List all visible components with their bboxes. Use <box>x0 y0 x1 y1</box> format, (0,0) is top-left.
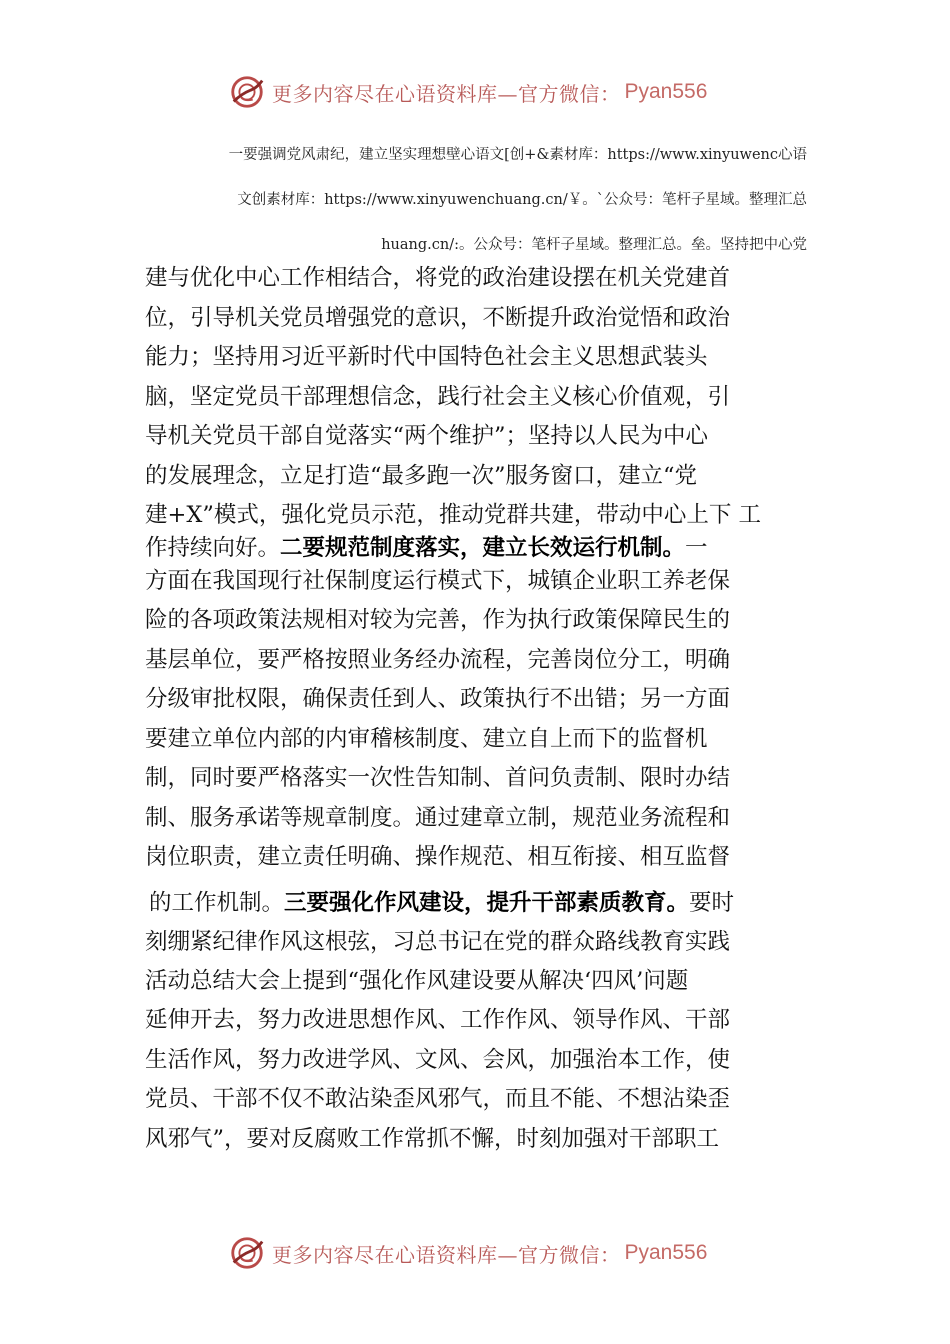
mixed-normal-text: 作持续向好。 <box>145 535 281 561</box>
body-line: 活动总结大会上提到“强化作风建设要从解决‘四风’问题 <box>145 968 689 994</box>
body-line: 分级审批权限，确保责任到人、政策执行不出错；另一方面 <box>145 686 731 712</box>
body-line: 制，同时要严格落实一次性告知制、首问负责制、限时办结 <box>145 765 731 791</box>
body-line: 刻绷紧纪律作风这根弦，习总书记在党的群众路线教育实践 <box>145 929 731 955</box>
body-line: 险的各项政策法规相对较为完善，作为执行政策保障民生的 <box>145 607 731 633</box>
section-heading-3: 三要强化作风建设，提升干部素质教育。 <box>284 890 690 916</box>
banner-text: 更多内容尽在心语资料库—官方微信： <box>272 81 621 106</box>
body-line: 党员、干部不仅不敢沾染歪风邪气，而且不能、不想沾染歪 <box>145 1086 731 1112</box>
mixed-normal-text: 的工作机制。 <box>149 890 285 916</box>
body-line: 风邪气”，要对反腐败工作常抓不懈，时刻加强对干部职工 <box>145 1126 720 1152</box>
body-line: 导机关党员干部自觉落实“两个维护”；坚持以人民为中心 <box>145 423 709 449</box>
body-line: 能力；坚持用习近平新时代中国特色社会主义思想武装头 <box>145 344 708 370</box>
banner-wechat-id: Pyan556 <box>624 1241 708 1264</box>
body-line: 制、服务承诺等规章制度。通过建章立制，规范业务流程和 <box>145 805 731 831</box>
body-line: 要建立单位内部的内审稽核制度、建立自上而下的监督机 <box>145 726 708 752</box>
body-line: 脑，坚定党员干部理想信念，践行社会主义核心价值观，引 <box>145 384 731 410</box>
small-line-3: huang.cn/:。公众号：笔杆子星域。整理汇总。垒。坚持把中心党 <box>381 237 807 253</box>
header-banner <box>0 72 950 112</box>
body-line: 延伸开去，努力改进思想作风、工作作风、领导作风、干部 <box>145 1007 731 1033</box>
small-line-2: 文创素材库：https://www.xinyuwenchuang.cn/￥。`公众号：笔杆子星域。整理汇总 <box>237 192 807 208</box>
banner-wechat-id: Pyan556 <box>624 80 708 103</box>
body-line: 岗位职责，建立责任明确、操作规范、相互衔接、相互监督 <box>145 844 731 870</box>
section-heading-2: 二要规范制度落实，建立长效运行机制。 <box>280 535 686 561</box>
mixed-tail-text: 要时 <box>689 890 735 916</box>
body-line: 的发展理念，立足打造“最多跑一次”服务窗口，建立“党 <box>145 463 698 489</box>
banner-text: 更多内容尽在心语资料库—官方微信： <box>272 1242 621 1267</box>
brand-logo-icon <box>228 1234 266 1272</box>
body-line: 方面在我国现行社保制度运行模式下，城镇企业职工养老保 <box>145 568 731 594</box>
mixed-tail-text: 一 <box>685 535 708 561</box>
small-line-1: 一要强调党风肃纪，建立坚实理想壁心语文[创+&素材库：https://www.xinyuwenc心语 <box>228 147 807 163</box>
body-line: 生活作风，努力改进学风、文风、会风，加强治本工作，使 <box>145 1047 731 1073</box>
body-line: 建+X”模式，强化党员示范，推动党群共建，带动中心上下 工 <box>145 502 762 528</box>
mixed-line-heading-3 <box>149 888 734 918</box>
mixed-line-heading-2 <box>145 533 708 563</box>
brand-logo-icon <box>228 73 266 111</box>
body-line: 建与优化中心工作相结合，将党的政治建设摆在机关党建首 <box>145 265 731 291</box>
footer-banner <box>0 1233 950 1273</box>
body-line: 基层单位，要严格按照业务经办流程，完善岗位分工，明确 <box>145 647 731 673</box>
body-line: 位，引导机关党员增强党的意识，不断提升政治觉悟和政治 <box>145 305 731 331</box>
